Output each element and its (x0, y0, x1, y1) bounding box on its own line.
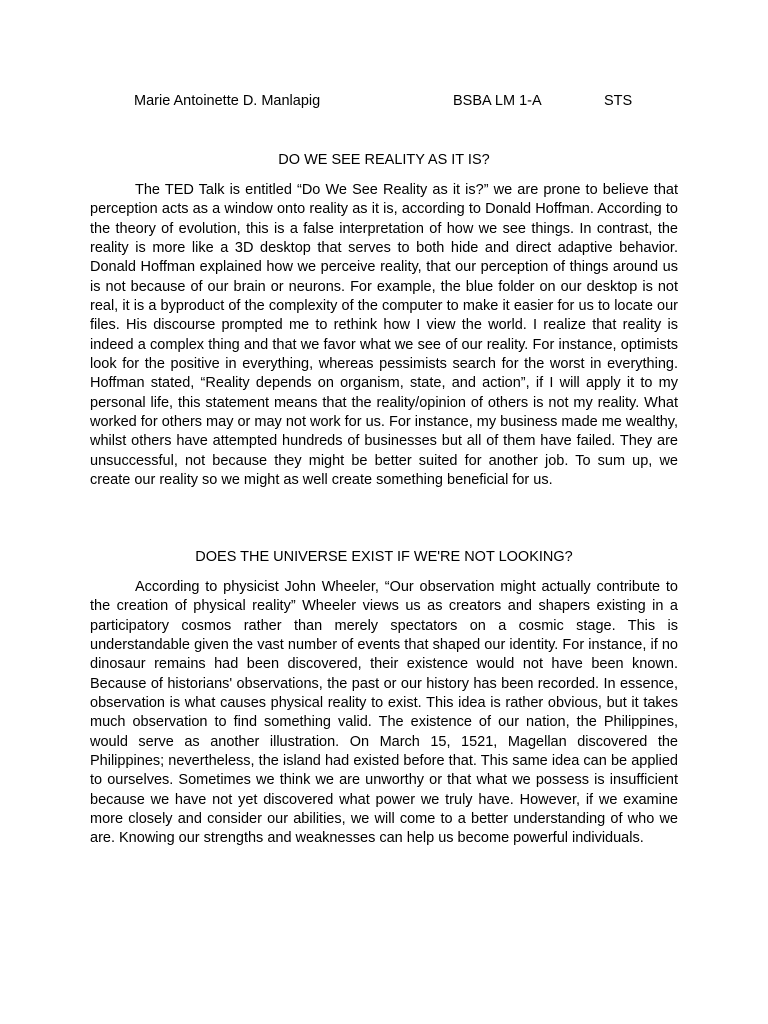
section-heading: DOES THE UNIVERSE EXIST IF WE'RE NOT LOOKING? (195, 549, 573, 565)
section-paragraph: The TED Talk is entitled “Do We See Reality as it is?” we are prone to believe that perception acts as a window onto reality as it is, according to Donald Hoffman. According to the theory of evolution, this is a false interpretation of how we see things. In contrast, the reality is more like a 3D desktop that serves to both hide and direct adaptive behavior. Donald Hoffman explained how we perceive reality, that our perception of things around us is not because of our brain or neurons. For example, the blue folder on our desktop is not real, it is a byproduct of the complexity of the computer to make it easier for us to locate our files. His discourse prompted me to rethink how I view the world. I realize that reality is indeed a complex thing and that we favor what we see of our reality. For instance, optimists look for the positive in everything, whereas pessimists search for the worst in everything. Hoffman stated, “Reality depends on organism, state, and action”, if I will apply it to my personal life, this statement means that the reality/opinion of others is not my reality. What worked for others may or may not work for us. For instance, my business made me wealthy, whilst others have attempted hundreds of businesses but all of them have failed. They are unsuccessful, not because they might be better suited for another job. To sum up, we create our reality so we might as well create something beneficial for us. (90, 182, 679, 489)
course-code: BSBA LM 1-A (453, 93, 542, 109)
document-header (0, 93, 768, 113)
subject-code: STS (604, 93, 633, 109)
section-heading: DO WE SEE REALITY AS IT IS? (278, 152, 490, 168)
author-name: Marie Antoinette D. Manlapig (134, 93, 321, 109)
section-paragraph: According to physicist John Wheeler, “Our observation might actually contribute to the creation of physical reality” Wheeler views us as creators and shapers existing in a participatory cosmos rather than merely spectators on a cosmic stage. This is understandable given the vast number of events that shaped our identity. For instance, if no dinosaur remains had been discovered, their existence would not have been known. Because of historians' observations, the past or our history has been recorded. In essence, observation is what causes physical reality to exist. This idea is rather obvious, but it takes much observation to find something valid. The existence of our nation, the Philippines, would serve as another illustration. On March 15, 1521, Magellan discovered the Philippines; nevertheless, the island had existed before that. This same idea can be applied to ourselves. Sometimes we think we are unworthy or that what we possess is insufficient because we have not yet discovered what power we truly have. However, if we examine more closely and consider our abilities, we will come to a better understanding of who we are. Knowing our strengths and weaknesses can help us become powerful individuals. (90, 579, 678, 847)
